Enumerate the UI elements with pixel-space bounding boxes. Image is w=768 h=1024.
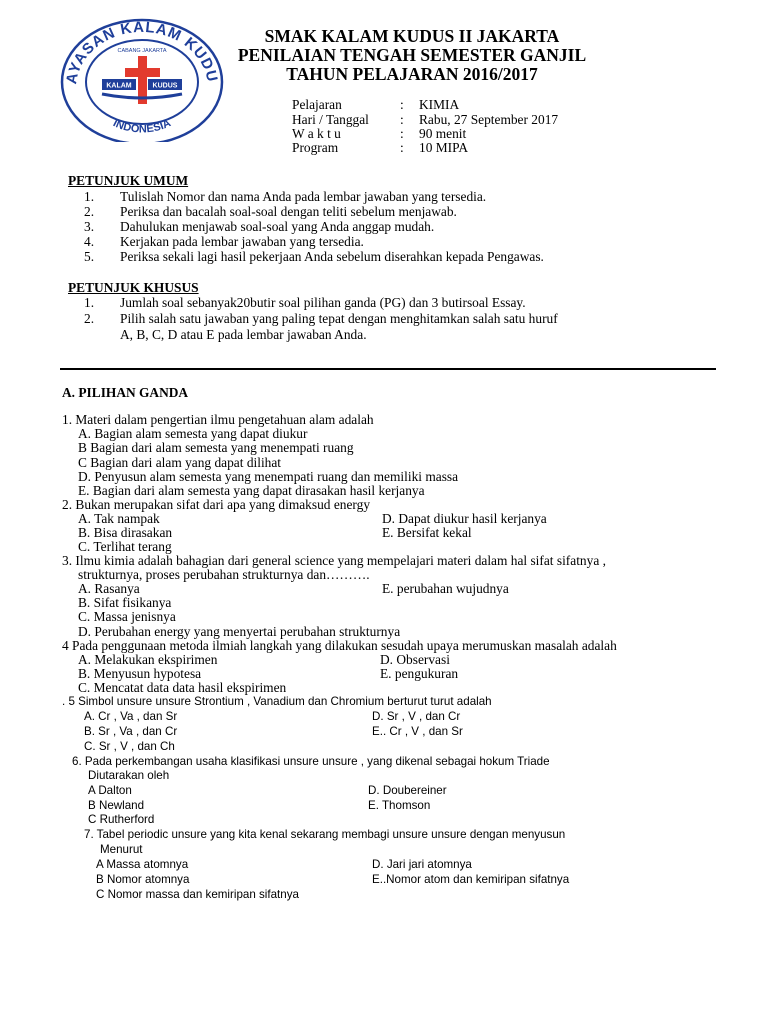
instruction-text-continued: A, B, C, D atau E pada lembar jawaban Anda. [120, 327, 367, 342]
option-b: B Nomor atomnya [96, 873, 190, 886]
info-separator: : [400, 140, 404, 155]
info-label: Pelajaran [292, 97, 342, 112]
logo-arc-text: AYASAN KALAM KUDU [63, 18, 221, 86]
info-value: KIMIA [419, 97, 460, 112]
instruction-number: 2. [84, 204, 95, 219]
instruction-text: Kerjakan pada lembar jawaban yang tersedia. [120, 234, 364, 249]
option-c: C. Mencatat data data hasil ekspirimen [78, 680, 287, 695]
option-e: E. pengukuran [380, 666, 459, 681]
option-b: B. Sr , Va , dan Cr [84, 725, 178, 738]
option-c: C. Sr , V , dan Ch [84, 740, 175, 753]
info-value: 10 MIPA [419, 140, 468, 155]
info-value: Rabu, 27 September 2017 [419, 112, 559, 127]
school-name: SMAK KALAM KUDUS II JAKARTA [264, 26, 560, 46]
logo-right-label: KUDUS [152, 82, 178, 90]
option-e: E. Bersifat kekal [382, 525, 472, 540]
option-c: C. Massa jenisnya [78, 609, 176, 624]
option-c: C. Terlihat terang [78, 539, 172, 554]
school-logo [48, 16, 236, 142]
instruction-text: Periksa dan bacalah soal-soal dengan teliti sebelum menjawab. [120, 204, 457, 219]
question-4: 4 Pada penggunaan metoda ilmiah langkah yang dilakukan sesudah upaya merumuskan masalah adalah [62, 638, 617, 653]
instruction-text: Jumlah soal sebanyak20butir soal pilihan ganda (PG) dan 3 butirsoal Essay. [120, 295, 526, 310]
info-separator: : [400, 97, 404, 112]
instruction-number: 4. [84, 234, 95, 249]
option-d: D. Dapat diukur hasil kerjanya [382, 511, 547, 526]
instruction-text: Tulislah Nomor dan nama Anda pada lembar jawaban yang tersedia. [120, 189, 487, 204]
question-3-continued: strukturnya, proses perubahan strukturnya dan………. [78, 567, 370, 582]
option-b: B. Menyusun hypotesa [78, 666, 202, 681]
option-a: A. Tak nampak [78, 511, 160, 526]
general-instructions-title: PETUNJUK UMUM [68, 173, 189, 188]
option-d: D. Doubereiner [368, 784, 447, 797]
option-b: B Newland [88, 799, 145, 812]
option-e: E. Thomson [368, 799, 431, 812]
question-1: 1. Materi dalam pengertian ilmu pengetahuan alam adalah [62, 412, 374, 427]
option-d: D. Perubahan energy yang menyertai perubahan strukturnya [78, 624, 401, 639]
option-e: E. Bagian dari alam semesta yang dapat dirasakan hasil kerjanya [78, 483, 425, 498]
option-d: D. Jari jari atomnya [372, 858, 472, 871]
option-a: A Massa atomnya [96, 858, 189, 871]
instruction-text: Pilih salah satu jawaban yang paling tepat dengan menghitamkan salah satu huruf [120, 311, 558, 326]
instruction-number: 3. [84, 219, 95, 234]
option-a: A. Bagian alam semesta yang dapat diukur [78, 426, 308, 441]
option-b: B Bagian dari alam semesta yang menempati ruang [78, 440, 354, 455]
info-value: 90 menit [419, 126, 467, 141]
info-label: Program [292, 140, 339, 155]
option-b: B. Bisa dirasakan [78, 525, 173, 540]
option-a: A. Cr , Va , dan Sr [84, 710, 178, 723]
logo-small-text: CABANG JAKARTA [117, 48, 167, 54]
instruction-number: 1. [84, 189, 95, 204]
option-e: E. perubahan wujudnya [382, 581, 509, 596]
instruction-text: Periksa sekali lagi hasil pekerjaan Anda sebelum diserahkan kepada Pengawas. [120, 249, 544, 264]
logo-bottom-text: INDONESIA [111, 117, 173, 136]
option-a: A Dalton [88, 784, 132, 797]
info-separator: : [400, 126, 404, 141]
info-label: W a k t u [292, 126, 341, 141]
info-label: Hari / Tanggal [292, 112, 369, 127]
question-5: . 5 Simbol unsure unsure Strontium , Vanadium dan Chromium berturut turut adalah [62, 695, 492, 708]
question-7: 7. Tabel periodic unsure yang kita kenal sekarang membagi unsure unsure dengan menyusun [84, 828, 566, 841]
option-a: A. Melakukan ekspirimen [78, 652, 218, 667]
instruction-number: 5. [84, 249, 95, 264]
instruction-text: Dahulukan menjawab soal-soal yang Anda anggap mudah. [120, 219, 435, 234]
option-a: A. Rasanya [78, 581, 140, 596]
option-e: E.. Cr , V , dan Sr [372, 725, 463, 738]
exam-name: PENILAIAN TENGAH SEMESTER GANJIL [237, 45, 587, 65]
special-instructions-title: PETUNJUK KHUSUS [68, 280, 199, 295]
section-title: A. PILIHAN GANDA [62, 385, 189, 400]
option-b: B. Sifat fisikanya [78, 595, 172, 610]
option-d: D. Observasi [380, 652, 450, 667]
option-d: D. Penyusun alam semesta yang menempati ruang dan memiliki massa [78, 469, 459, 484]
divider-line [60, 368, 716, 370]
option-c: C Nomor massa dan kemiripan sifatnya [96, 888, 299, 901]
info-separator: : [400, 112, 404, 127]
question-7-continued: Menurut [100, 843, 143, 856]
academic-year: TAHUN PELAJARAN 2016/2017 [286, 64, 538, 84]
option-c: C Rutherford [88, 813, 155, 826]
option-d: D. Sr , V , dan Cr [372, 710, 461, 723]
instruction-number: 2. [84, 311, 95, 326]
logo-left-label: KALAM [106, 82, 132, 90]
question-2: 2. Bukan merupakan sifat dari apa yang dimaksud energy [62, 497, 371, 512]
question-6: 6. Pada perkembangan usaha klasifikasi unsure unsure , yang dikenal sebagai hokum Triade [72, 755, 550, 768]
question-6-continued: Diutarakan oleh [88, 769, 170, 782]
option-c: C Bagian dari alam yang dapat dilihat [78, 455, 282, 470]
question-3: 3. Ilmu kimia adalah bahagian dari general science yang mempelajari materi dalam hal sifat sifatnya , [62, 553, 606, 568]
logo-cross-horizontal [125, 68, 160, 77]
option-e: E..Nomor atom dan kemiripan sifatnya [372, 873, 570, 886]
instruction-number: 1. [84, 295, 95, 310]
